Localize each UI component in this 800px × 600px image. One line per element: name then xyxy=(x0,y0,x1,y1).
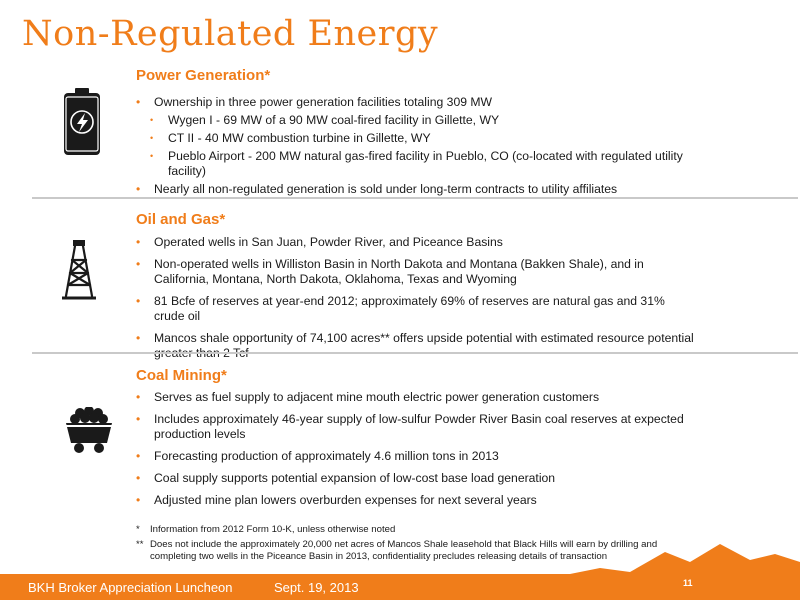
oil-and-gas-bullets xyxy=(134,235,694,368)
list-item: • Nearly all non-regulated generation is sold under long-term contracts to utility affiliates xyxy=(134,182,694,197)
list-item: • Pueblo Airport - 200 MW natural gas-fired facility in Pueblo, CO (co-located with regulated utility facility) xyxy=(134,149,694,179)
list-item: • Ownership in three power generation facilities totaling 309 MW xyxy=(134,95,694,110)
list-item: • Serves as fuel supply to adjacent mine mouth electric power generation customers xyxy=(134,390,694,405)
mine-cart-icon xyxy=(66,407,112,460)
list-item: • CT II - 40 MW combustion turbine in Gillette, WY xyxy=(134,131,694,146)
list-item: • Adjusted mine plan lowers overburden expenses for next several years xyxy=(134,493,694,508)
list-item: • Forecasting production of approximately 4.6 million tons in 2013 xyxy=(134,449,694,464)
list-item: • Wygen I - 69 MW of a 90 MW coal-fired facility in Gillette, WY xyxy=(134,113,694,128)
list-item: • 81 Bcfe of reserves at year-end 2012; approximately 69% of reserves are natural gas and 31% crude oil xyxy=(134,294,694,324)
section-heading-coal-mining: Coal Mining* xyxy=(136,367,227,384)
page-number: 11 xyxy=(683,578,693,588)
list-item: • Non-operated wells in Williston Basin in North Dakota and Montana (Bakken Shale), and in California, Montana, North Dakota, Oklahoma, Texas and Wyoming xyxy=(134,257,694,287)
page-title: Non-Regulated Energy xyxy=(22,14,439,54)
footnote-mark: * xyxy=(136,524,140,535)
footnote xyxy=(136,524,696,536)
coal-mining-bullets xyxy=(134,390,694,515)
footnote-mark: ** xyxy=(136,539,144,550)
list-item: • Includes approximately 46-year supply of low-sulfur Powder River Basin coal reserves at expected production levels xyxy=(134,412,694,442)
section-heading-oil-and-gas: Oil and Gas* xyxy=(136,211,226,228)
mountain-logo-decoration xyxy=(560,538,800,578)
footer-event: BKH Broker Appreciation Luncheon xyxy=(28,580,233,595)
footnote-text: Does not include the approximately 20,000 net acres of Mancos Shale leasehold that Black Hills will earn by drilling and completing two wells in the Piceance Basin in 2013, confidentiality precludes releasing details of transaction xyxy=(150,539,658,562)
footer-date: Sept. 19, 2013 xyxy=(274,580,359,595)
list-item: • Mancos shale opportunity of 74,100 acres** offers upside potential with estimated resource potential greater than 2 Tcf xyxy=(134,331,694,361)
footnote-text: Information from 2012 Form 10-K, unless otherwise noted xyxy=(150,524,396,535)
section-heading-power-generation: Power Generation* xyxy=(136,67,271,84)
list-item: • Operated wells in San Juan, Powder River, and Piceance Basins xyxy=(134,235,694,250)
power-generation-bullets xyxy=(134,95,694,200)
oil-derrick-icon xyxy=(62,240,96,307)
list-item: • Coal supply supports potential expansion of low-cost base load generation xyxy=(134,471,694,486)
battery-lightning-icon xyxy=(62,88,102,161)
section-divider xyxy=(32,197,798,199)
section-divider xyxy=(32,352,798,354)
